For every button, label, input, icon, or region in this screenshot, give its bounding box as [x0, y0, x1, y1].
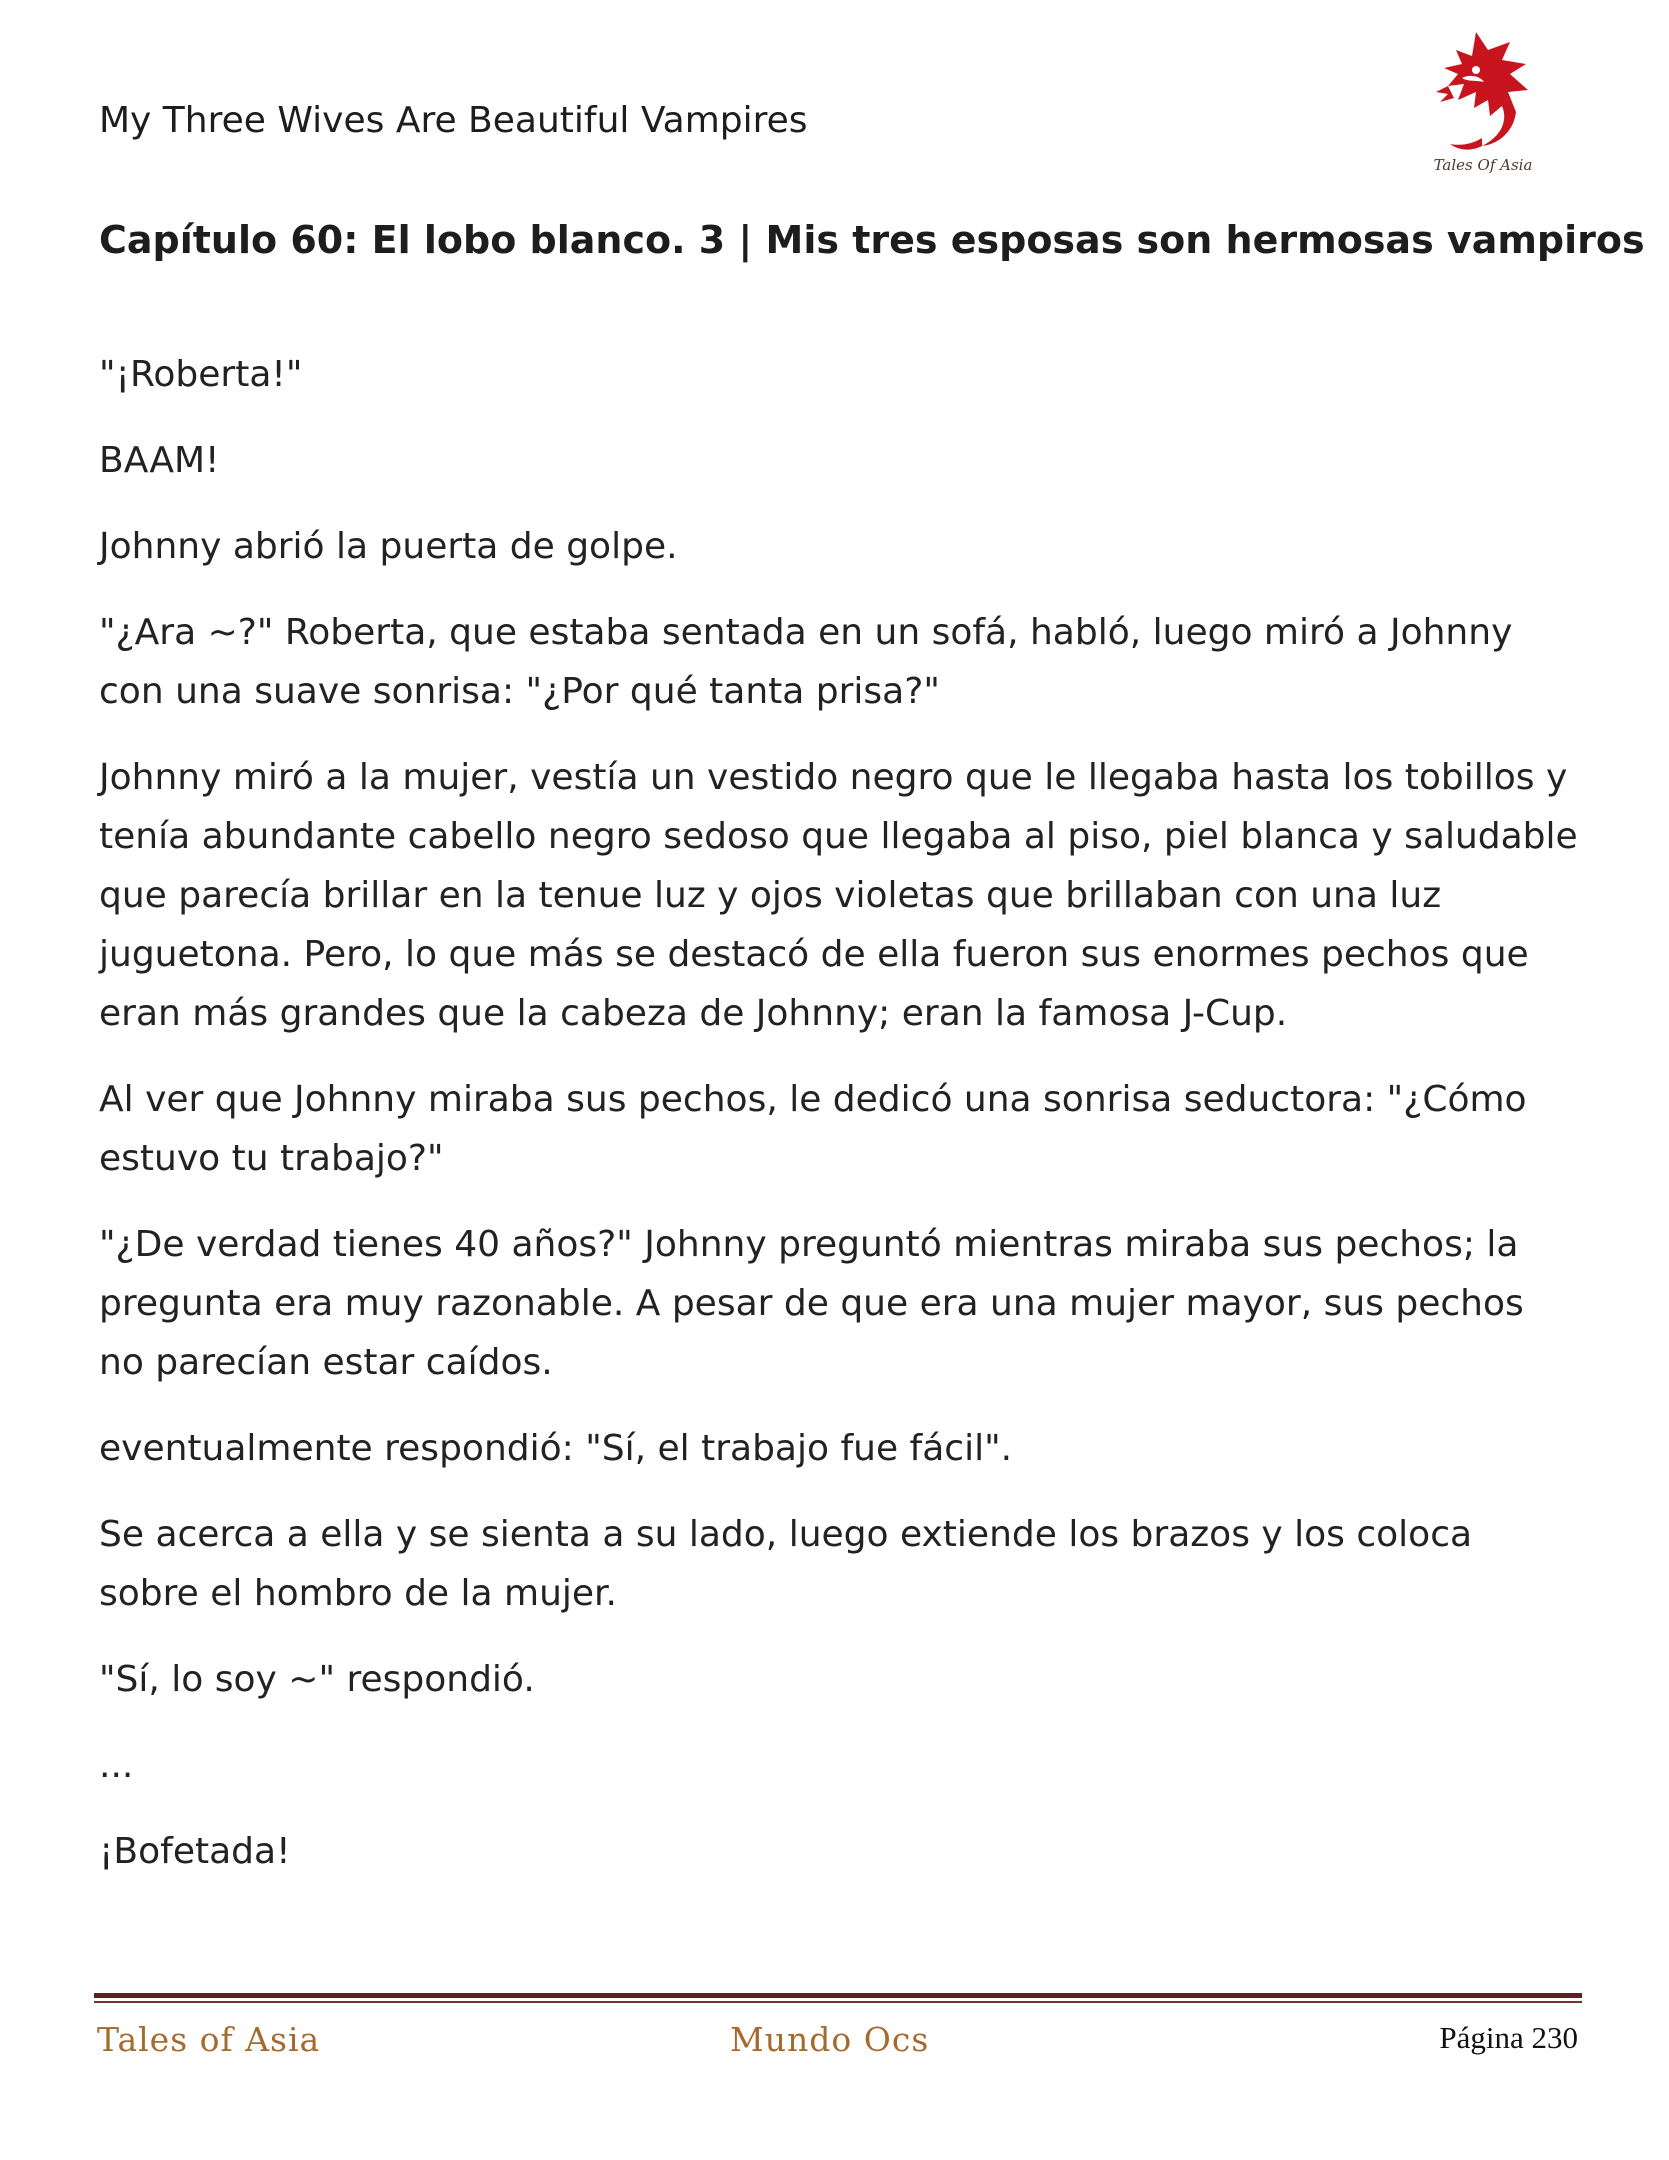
- paragraph: eventualmente respondió: "Sí, el trabajo fue fácil".: [99, 1428, 1013, 1469]
- paragraph: ¡Bofetada!: [99, 1831, 291, 1872]
- footer-collection-name: Mundo Ocs: [730, 2020, 930, 2059]
- tales-of-asia-logo: [1418, 20, 1548, 180]
- paragraph: "¿De verdad tienes 40 años?" Johnny preguntó mientras miraba sus pechos; la pregunta era muy razonable. A pesar de que era una mujer mayor, sus pechos no parecían estar caídos.: [99, 1224, 1524, 1383]
- book-title: My Three Wives Are Beautiful Vampires: [99, 100, 808, 141]
- footer-divider-thick: [94, 1993, 1582, 1998]
- paragraph: Johnny abrió la puerta de golpe.: [99, 526, 678, 567]
- paragraph: BAAM!: [99, 440, 220, 481]
- chapter-title: Capítulo 60: El lobo blanco. 3 | Mis tres esposas son hermosas vampiros: [99, 218, 1645, 262]
- chapter-body: [99, 345, 1579, 1908]
- paragraph: "Sí, lo soy ~" respondió.: [99, 1659, 535, 1700]
- paragraph: Se acerca a ella y se sienta a su lado, luego extiende los brazos y los coloca sobre el hombro de la mujer.: [99, 1514, 1473, 1614]
- dragon-logo-icon: [1418, 20, 1548, 180]
- logo-caption: Tales Of Asia: [1433, 156, 1533, 174]
- paragraph: Al ver que Johnny miraba sus pechos, le dedicó una sonrisa seductora: "¿Cómo estuvo tu trabajo?": [99, 1079, 1527, 1179]
- paragraph: "¡Roberta!": [99, 354, 303, 395]
- footer-divider-thin: [94, 2001, 1582, 2003]
- page-number: Página 230: [1439, 2020, 1578, 2055]
- paragraph: ...: [99, 1745, 134, 1786]
- paragraph: "¿Ara ~?" Roberta, que estaba sentada en un sofá, habló, luego miró a Johnny con una suave sonrisa: "¿Por qué tanta prisa?": [99, 612, 1513, 712]
- footer-site-name: Tales of Asia: [97, 2020, 321, 2059]
- paragraph: Johnny miró a la mujer, vestía un vestido negro que le llegaba hasta los tobillos y tenía abundante cabello negro sedoso que llegaba al piso, piel blanca y saludable que parecía brillar en la tenue luz y ojos violetas que brillaban con una luz juguetona. Pero, lo que más se destacó de ella fueron sus enormes pechos que eran más grandes que la cabeza de Johnny; eran la famosa J-Cup.: [99, 757, 1578, 1034]
